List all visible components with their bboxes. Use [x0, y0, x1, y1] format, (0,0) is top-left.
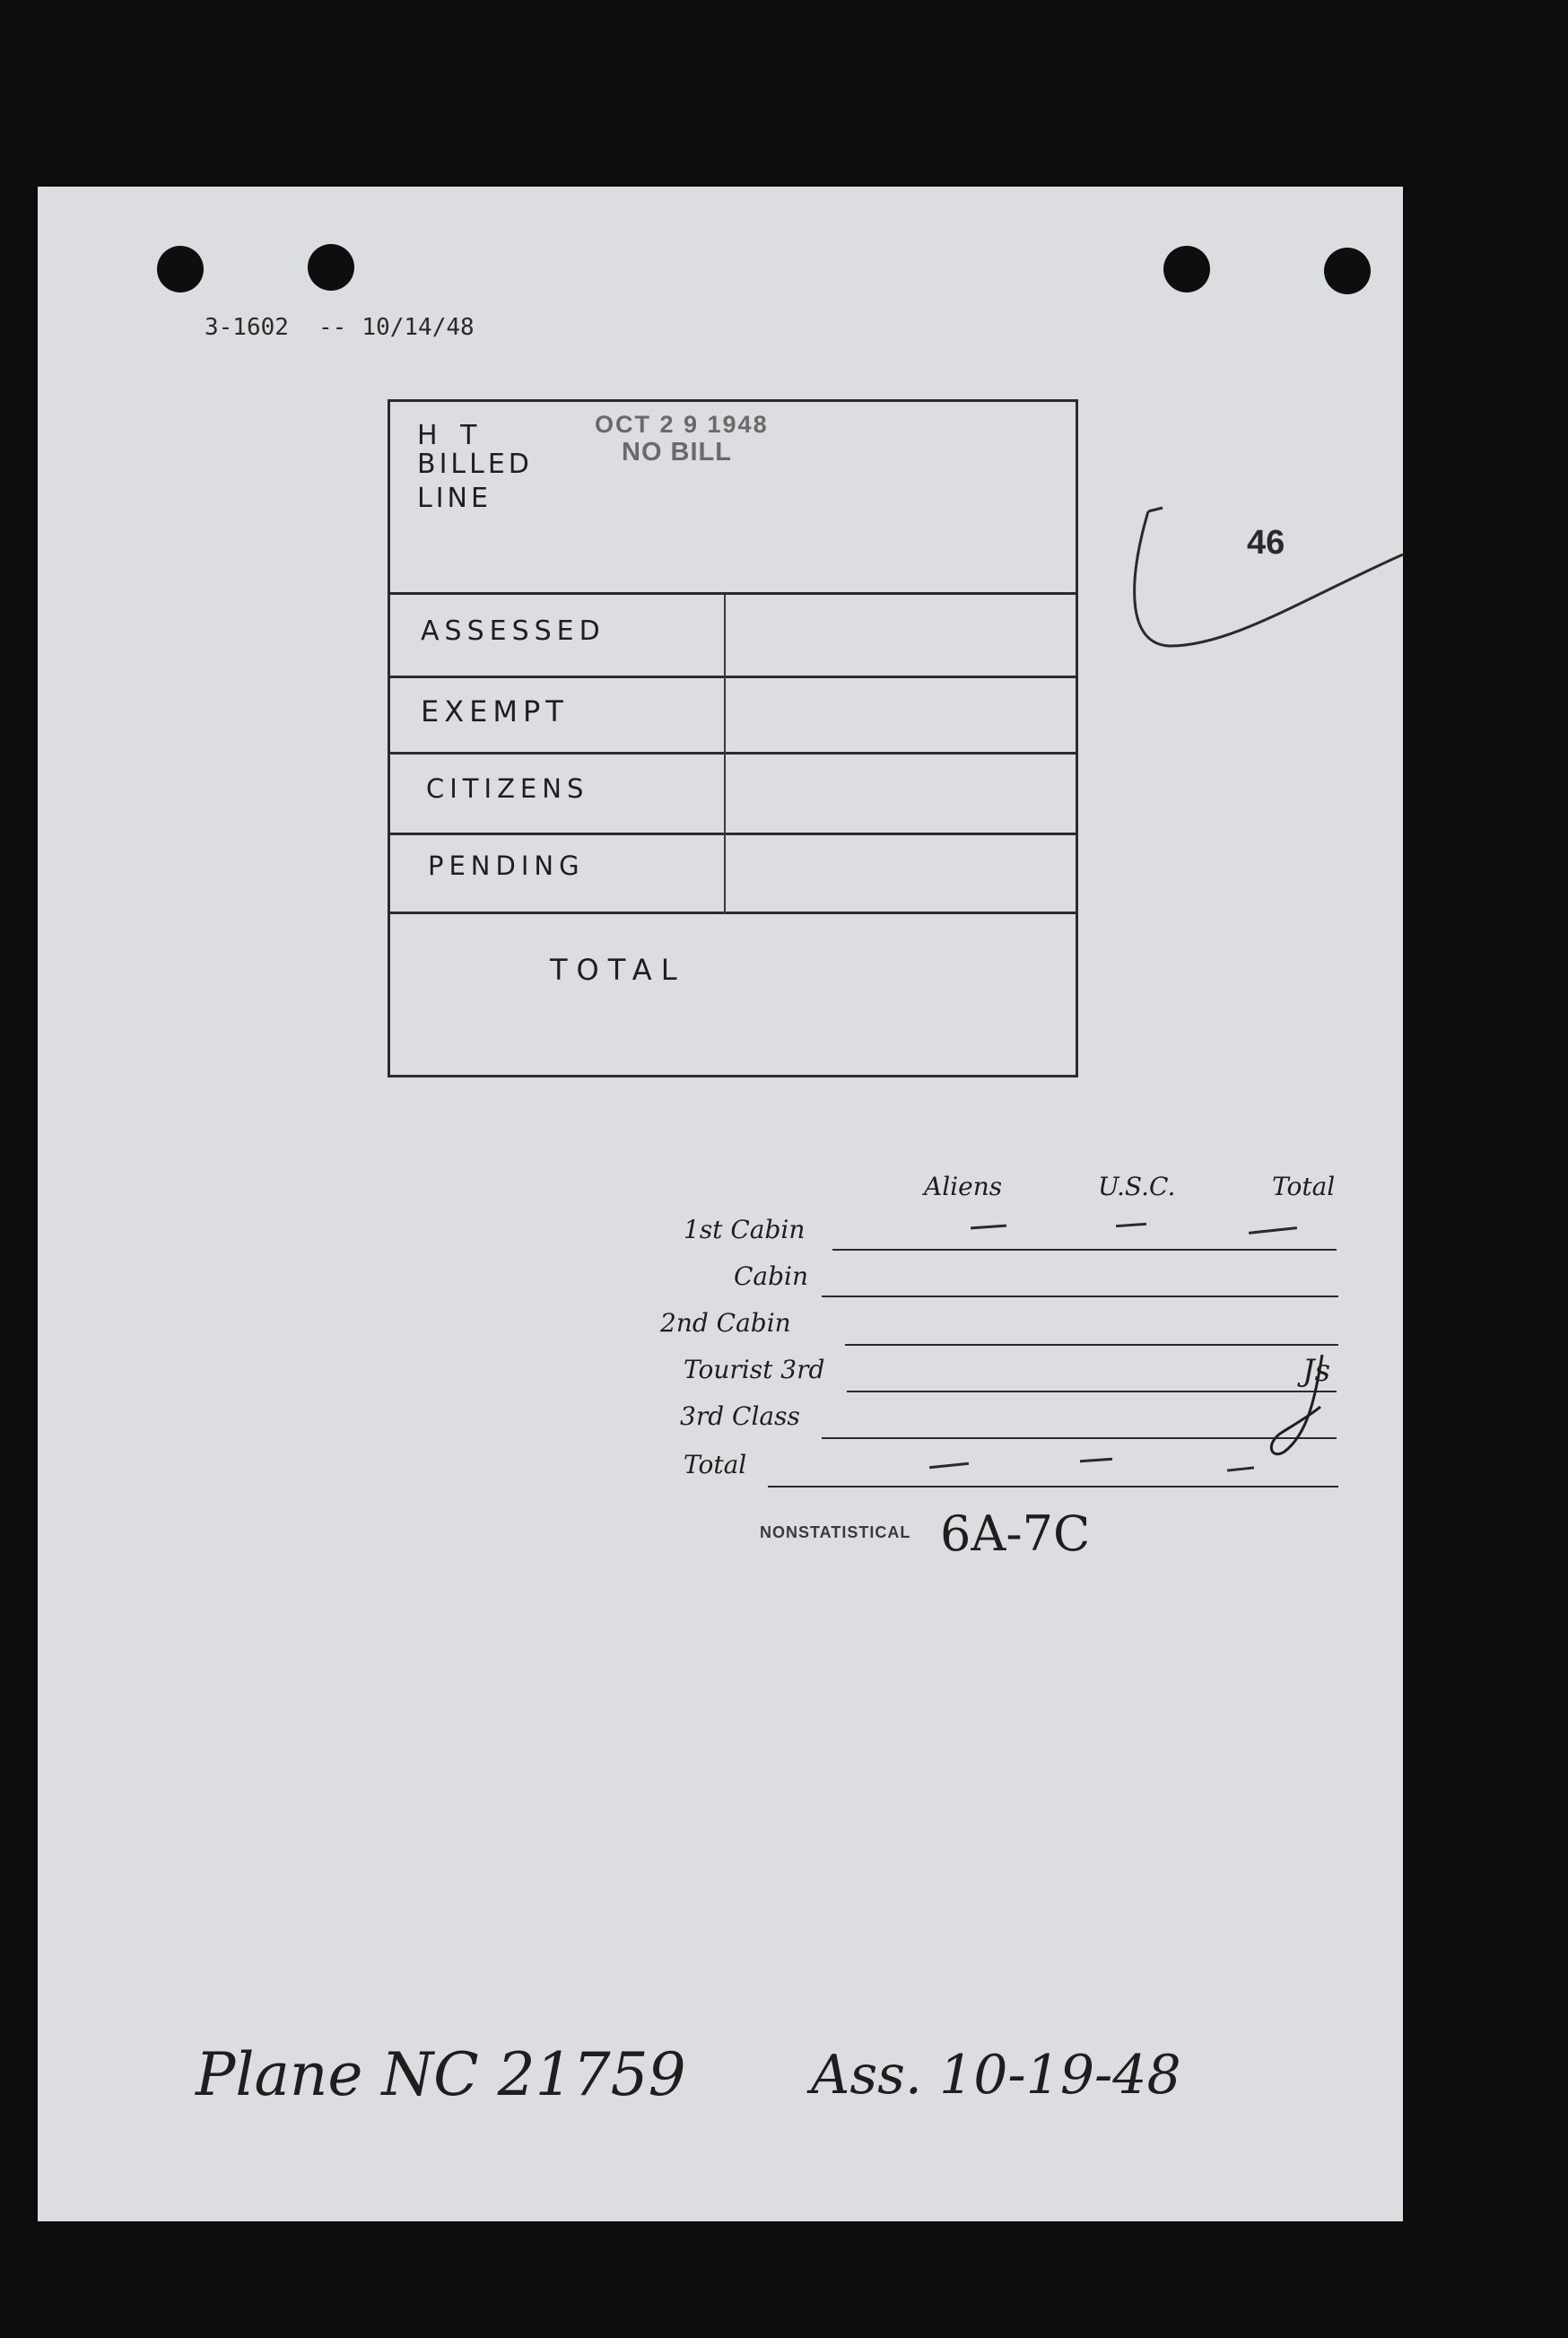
- ledger-row-assessed: ASSESSED: [421, 615, 605, 647]
- dash-mark: [1116, 1223, 1146, 1227]
- dash-mark: [1227, 1466, 1254, 1471]
- punch-hole: [308, 244, 354, 291]
- stamp-date: OCT 2 9 1948: [595, 411, 769, 438]
- dash-mark: [1080, 1458, 1112, 1463]
- nonstatistical-stamp: NONSTATISTICAL: [760, 1523, 911, 1541]
- file-header: [205, 314, 475, 341]
- ledger-divider: [390, 752, 1076, 755]
- column-header-usc: U.S.C.: [1098, 1172, 1176, 1201]
- ledger-label-line: LINE: [417, 483, 492, 514]
- nonstatistical-code: 6A-7C: [940, 1505, 1091, 1562]
- row-label-tourist-3rd: Tourist 3rd: [684, 1355, 825, 1384]
- file-reference: 3-1602: [205, 314, 289, 341]
- header-date: 10/14/48: [362, 314, 475, 341]
- dash-mark: [971, 1225, 1006, 1230]
- ledger-row-pending: PENDING: [428, 851, 585, 881]
- punch-hole: [157, 246, 204, 292]
- row-label-2nd-cabin: 2nd Cabin: [660, 1308, 791, 1338]
- assessment-ledger: [388, 399, 1078, 1077]
- header-separator: --: [318, 314, 347, 341]
- row-label-1st-cabin: 1st Cabin: [684, 1215, 806, 1244]
- ledger-label-ht: H T: [417, 420, 484, 451]
- plane-number: Plane NC 21759: [196, 2040, 686, 2109]
- dash-mark: [929, 1462, 969, 1470]
- ledger-row-exempt: EXEMPT: [421, 694, 569, 728]
- stamp-no-bill: NO BILL: [622, 438, 732, 467]
- ledger-divider: [390, 676, 1076, 678]
- ledger-total-label: TOTAL: [550, 953, 686, 987]
- ledger-column-divider: [724, 595, 726, 913]
- ledger-divider: [390, 833, 1076, 835]
- row-line: [832, 1249, 1337, 1251]
- dash-mark: [1249, 1226, 1297, 1234]
- ledger-divider: [390, 912, 1076, 914]
- row-label-3rd-class: 3rd Class: [680, 1401, 800, 1431]
- margin-number: 46: [1247, 524, 1285, 562]
- punch-hole: [1163, 246, 1210, 292]
- margin-check-mark: [1123, 492, 1410, 671]
- row-line: [822, 1295, 1338, 1297]
- column-header-aliens: Aliens: [924, 1172, 1003, 1201]
- initials: Js: [1302, 1353, 1331, 1389]
- row-label-total: Total: [684, 1450, 747, 1479]
- column-header-total: Total: [1272, 1172, 1336, 1201]
- ledger-label-billed: BILLED: [417, 449, 533, 480]
- row-line: [768, 1486, 1338, 1487]
- ledger-row-citizens: CITIZENS: [426, 773, 589, 804]
- row-label-cabin: Cabin: [734, 1261, 809, 1291]
- document-page: [38, 187, 1403, 2221]
- ledger-divider: [390, 592, 1076, 595]
- assessment-date: Ass. 10-19-48: [811, 2044, 1181, 2107]
- punch-hole: [1324, 248, 1371, 294]
